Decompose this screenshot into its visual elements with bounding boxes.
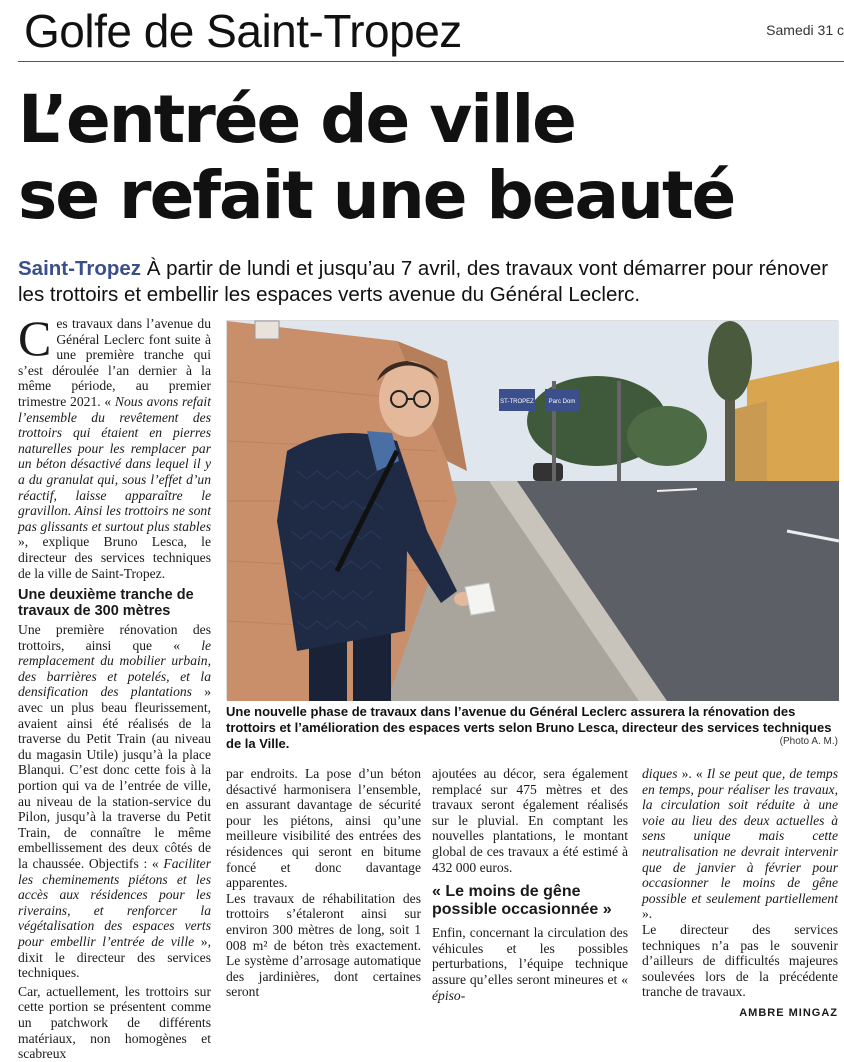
paragraph-3-start: Car, actuellement, les trottoirs sur cette portion se présentent comme un patchwork de différents matériaux, non homogènes et scabreux xyxy=(18,983,211,1062)
paragraph-4-start: Les travaux de réhabilitation des trottoirs s’étaleront ainsi sur environ 300 mètres de long, soit 1 008 m² de béton très exactement. Le système d’arrosage automatique des jardinières, dont certaines seront xyxy=(226,890,421,1000)
paragraph-2: Une première rénovation des trottoirs, ainsi que « le remplacement du mobilier urbain, des barrières et potelés, et la densification des plantations » avec un plus beau fleurissement, avaient ainsi été réalisés de la traverse du Petit Train (au niveau du magasin Utile) jusqu’à la place Blanqui. C’est donc cette fois à la portion qui va de l’entrée de ville, au niveau de la station-service du Pilon, jusqu’à la traverse du Petit Train, de connaître le même embellissement des deux côtés de la chaussée. Objectifs : « Faciliter les cheminements piétons et les accès aux résidences pour les riverains, et renforcer la végétalisation des espaces verts pour embellir l’entrée de ville », dixit le directeur des services techniques. xyxy=(18,622,211,981)
lead-text: À partir de lundi et jusqu’au 7 avril, des travaux vont démarrer pour rénover les trottoirs et embellir les espaces verts avenue du Général Leclerc. xyxy=(18,257,829,306)
drop-cap: C xyxy=(18,310,52,366)
lead-paragraph xyxy=(18,256,838,308)
lead-place: Saint-Tropez xyxy=(18,257,142,280)
issue-date: Samedi 31 c xyxy=(766,22,844,38)
road-sign-left-text: ST-TROPEZ xyxy=(500,399,534,405)
headline-line-1: L’entrée de ville xyxy=(18,81,575,158)
paragraph-4-end: ajoutées au décor, sera également remplacé sur 475 mètres et des travaux seront également réalisés sur le pluvial. En comptant les nouvelles plantations, le montant global de ces travaux a été estimé à 432 000 euros. xyxy=(432,766,628,875)
paragraph-5-start: Enfin, concernant la circulation des véhicules et les possibles perturbations, l’équipe technique assure qu’elles seront mineures et « épiso- xyxy=(432,925,628,1003)
article-column-3 xyxy=(432,766,628,1003)
subhead-tranche: Une deuxième tranche de travaux de 300 mètres xyxy=(18,587,194,620)
quote: Nous avons refait l’ensemble du revêtement des trottoirs qui étaient en pierres naturelles pour les remplacer par un béton désactivé dans lequel il y a du granulat qui, sous l’effet d’un réactif, laisse apparaître le gravillon. Ainsi les trottoirs ne sont pas glissants et surtout plus stables xyxy=(18,393,211,534)
headline xyxy=(18,82,838,234)
paragraph-1: Ces travaux dans l’avenue du Général Leclerc font suite à une première tranche qui s’est déroulée l’an dernier à la même période, au premier trimestre 2021. « Nous avons refait l’ensemble du revêtement des trottoirs qui étaient en pierres naturelles pour les remplacer par un béton désactivé dans lequel il y a du granulat qui, sous l’effet d’un réactif, laisse apparaître le gravillon. Ainsi les trottoirs ne sont pas glissants et surtout plus stables », explique Bruno Lesca, le directeur des services techniques de la ville de Saint-Tropez. xyxy=(18,310,211,581)
paragraph-6: Le directeur des services techniques n’a pas le souvenir d’ailleurs de difficultés majeures soulevées lors de la précédente tranche de travaux. xyxy=(642,921,838,1000)
article-column-2 xyxy=(226,766,421,1000)
masthead xyxy=(18,0,844,62)
street-scene xyxy=(227,321,839,701)
road-sign-right-text: Parc Dom xyxy=(548,399,576,405)
author-signature: AMBRE MINGAZ xyxy=(739,1006,838,1019)
photo-caption: Une nouvelle phase de travaux dans l’avenue du Général Leclerc assurera la rénovation des trottoirs et l’amélioration des espaces verts selon Bruno Lesca, directeur des services techniques de la Ville. xyxy=(226,704,832,751)
section-title: Golfe de Saint-Tropez xyxy=(24,5,462,57)
article-column-1 xyxy=(18,310,211,1062)
paragraph-5-end: diques ». « Il se peut que, de temps en temps, pour réaliser les travaux, la circulation soit réduite à une voie au lieu des deux actuelles à sens unique mais cette neutralisation ne devrait intervenir que de janvier à février pour occasionner le moins de gêne possible et seulement partiellement ». xyxy=(642,766,838,922)
subhead-gene: « Le moins de gêne possible occasionnée » xyxy=(432,883,612,919)
paragraph-3-end: par endroits. La pose d’un béton désactivé harmonisera l’ensemble, en assurant davantage de sécurité pour les piétons, ainsi qu’une meilleure visibilité des entrées des résidences qui seront en bitume foncé et donc davantage apparentes. xyxy=(226,766,421,891)
article-column-4 xyxy=(642,766,838,1022)
article-photo xyxy=(226,320,838,700)
photo-credit: (Photo A. M.) xyxy=(779,736,838,747)
headline-line-2: se refait une beauté xyxy=(18,157,735,234)
